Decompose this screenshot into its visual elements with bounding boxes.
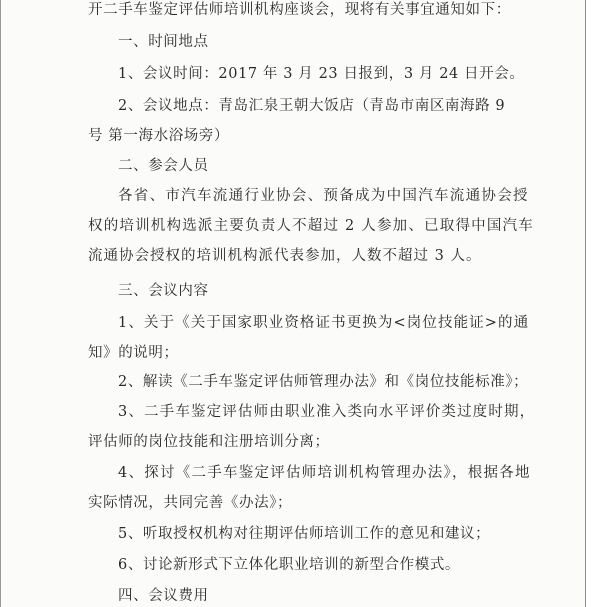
- agenda-item-4: 4、探讨《二手车鉴定评估师培训机构管理办法》，根据各地: [118, 465, 531, 481]
- agenda-item-3: 3、二手车鉴定评估师由职业准入类向水平评价类过度时期，: [118, 404, 536, 420]
- page-right-edge: [585, 0, 586, 607]
- scan-margin: [586, 0, 594, 607]
- section-heading-content: 三、会议内容: [118, 283, 209, 299]
- agenda-item-3-cont: 评估师的岗位技能和注册培训分离；: [88, 434, 330, 450]
- attendees-line-cont: 流通协会授权的培训机构派代表参加，人数不超过 3 人。: [88, 248, 482, 264]
- meeting-place-line: 2、会议地点：青岛汇泉王朝大饭店（青岛市南区南海路 9: [118, 98, 506, 114]
- agenda-item-5: 5、听取授权机构对往期评估师培训工作的意见和建议；: [118, 526, 491, 542]
- agenda-item-1: 1、关于《关于国家职业资格证书更换为<岗位技能证>的通: [118, 315, 530, 331]
- agenda-item-1-cont: 知》的说明；: [88, 345, 179, 361]
- agenda-item-6: 6、讨论新形式下立体化职业培训的新型合作模式。: [118, 557, 461, 573]
- meeting-place-line-cont: 号 第一海水浴场旁）: [88, 128, 230, 144]
- page-left-edge: [0, 0, 1, 607]
- intro-line: 开二手车鉴定评估师培训机构座谈会，现将有关事宜通知如下：: [88, 2, 511, 18]
- section-heading-fees: 四、会议费用: [118, 588, 209, 604]
- attendees-line: 各省、市汽车流通行业协会、预备成为中国汽车流通协会授: [118, 188, 529, 204]
- agenda-item-4-cont: 实际情况，共同完善《办法》；: [88, 495, 293, 511]
- section-heading-time-place: 一、时间地点: [118, 34, 209, 50]
- agenda-item-2: 2、解读《二手车鉴定评估师管理办法》和《岗位技能标准》；: [118, 374, 529, 390]
- meeting-time-line: 1、会议时间：2017 年 3 月 23 日报到，3 月 24 日开会。: [118, 66, 525, 82]
- section-heading-attendees: 二、参会人员: [118, 158, 209, 174]
- attendees-line-cont: 权的培训机构选派主要负责人不超过 2 人参加、已取得中国汽车: [88, 218, 534, 234]
